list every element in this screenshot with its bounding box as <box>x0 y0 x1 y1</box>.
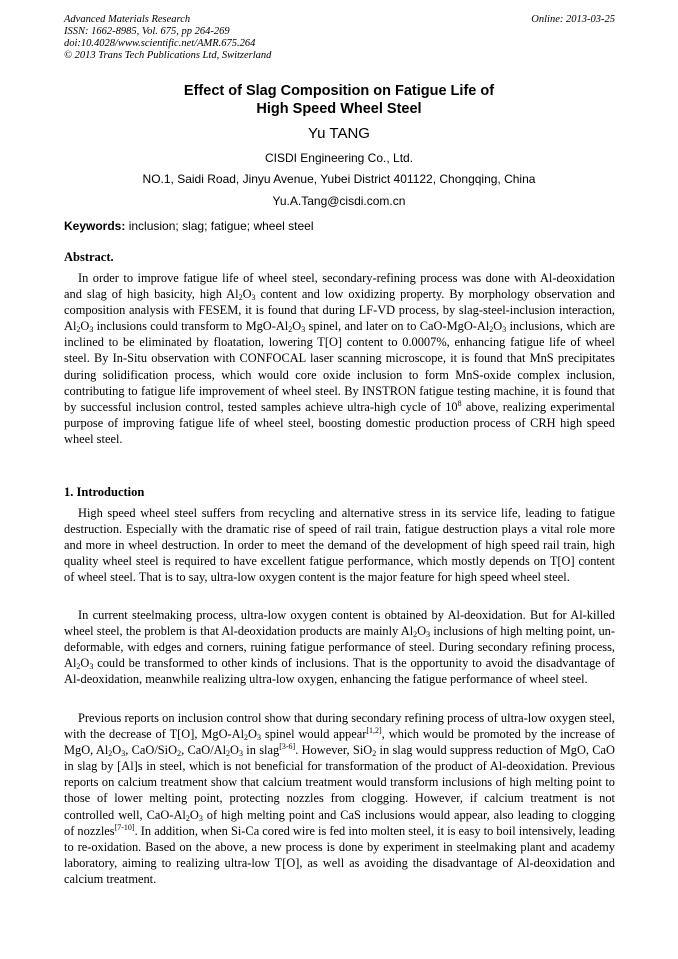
copyright: © 2013 Trans Tech Publications Ltd, Switzerland <box>64 50 272 61</box>
journal-header <box>64 14 615 62</box>
abstract-text: In order to improve fatigue life of wheel steel, secondary-refining process was done with Al-deoxidation and slag of high basicity, high $Al_2O_3$ content and low oxidizing property. By morphology observation and composition analysis with FESEM, it is found that during LF-VD process, by slag-steel-inclusion interaction, $Al_2O_3$ inclusions could transform to MgO-$Al_2O_3$ spinel, and later on to CaO-$MgO-Al_2O_3$ inclusions, which are inclined to be eliminated by floatation, lowering T[O] content to 0.0007%, enhancing fatigue life of wheel steel. By In-Situ observation with CONFOCAL laser scanning microscope, it is found that MnS precipitates during solidification process, which would core oxide inclusion to form MnS-oxide complex inclusion, contributing to fatigue life improvement of wheel steel. By INSTRON fatigue testing machine, it is found that by successful inclusion control, tested samples achieve ultra-high cycle of $10^8$ above, realizing experimental purpose of improving fatigue life of wheel steel, boosting domestic production process of CRH high speed wheel steel. <box>64 271 616 446</box>
keywords-label: Keywords: <box>64 219 126 233</box>
intro-paragraph-1: High speed wheel steel suffers from recycling and alternative stress in its service life, leading to fatigue destruction. Especially with the dramatic rise of speed of rail train, fatigue destruction plays a vital role more and more in wheel destruction. In order to meet the demand of the development of high speed rail train, high quality wheel steel is required to have excellent fatigue performance, which mostly depends on T[O] content of wheel steel. That is to say, ultra-low oxygen content is the major feature for high speed wheel steel. <box>64 506 615 585</box>
intro-heading: 1. Introduction <box>64 485 145 499</box>
intro-paragraph-2: In current steelmaking process, ultra-low oxygen content is obtained by Al-deoxidation. But for Al-killed wheel steel, the problem is that Al-deoxidation products are mainly $Al_2O_3$ inclusions of high melting point, un-deformable, with edges and corners, ruining fatigue performance of steel. During secondary refining process, $Al_2O_3$ could be transformed to other kinds of inclusions. That is the opportunity to avoid the disadvantage of Al-deoxidation, meanwhile realizing ultra-low oxygen, enhancing the fatigue performance of wheel steel. <box>64 608 615 687</box>
keywords <box>64 219 313 233</box>
online-date: Online: 2013-03-25 <box>531 14 615 25</box>
keywords-text: inclusion; slag; fatigue; wheel steel <box>128 219 314 233</box>
paper-title <box>0 82 678 118</box>
journal-name: Advanced Materials Research <box>64 14 191 25</box>
issn: ISSN: 1662-8985, Vol. 675, pp 264-269 <box>64 26 230 37</box>
title-line-1: Effect of Slag Composition on Fatigue Life of <box>183 83 495 99</box>
abstract-heading: Abstract. <box>64 250 114 264</box>
address: NO.1, Saidi Road, Jinyu Avenue, Yubei District 401122, Chongqing, China <box>142 172 536 186</box>
intro-paragraph-3: Previous reports on inclusion control show that during secondary refining process of ultra-low oxygen steel, with the decrease of T[O], MgO-$Al_2O_3$ spinel would appear[1,2], which would be promoted by the increase of MgO, $Al_2O_3$, CaO/SiO$_2$, CaO/$Al_2O_3$ in slag[3-6]. However, SiO$_2$ in slag would suppress reduction of MgO, CaO in slag by [Al]s in steel, which is not beneficial for transformation of the product of Al-deoxidation. Previous reports on calcium treatment show that calcium treatment would transform inclusions of high melting point to those of lower melting point, protecting nozzles from clogging. However, if calcium treatment is not controlled well, CaO-$Al_2O_3$ of high melting point and CaS inclusions would appear, also leading to clogging of nozzles[7-10]. In addition, when Si-Ca cored wire is fed into molten steel, it is easy to boil intensively, leading to re-oxidation. Based on the above, a new process is done by experiment in steelmaking plant and academy laboratory, aiming to realizing ultra-low T[O], as well as avoiding the disadvantage of Al-deoxidation and calcium treatment. <box>64 711 616 886</box>
author-name: Yu TANG <box>308 125 370 142</box>
title-line-2: High Speed Wheel Steel <box>256 101 422 117</box>
affiliation: CISDI Engineering Co., Ltd. <box>264 151 414 165</box>
doi: doi:10.4028/www.scientific.net/AMR.675.264 <box>64 38 256 49</box>
email: Yu.A.Tang@cisdi.com.cn <box>272 194 406 208</box>
